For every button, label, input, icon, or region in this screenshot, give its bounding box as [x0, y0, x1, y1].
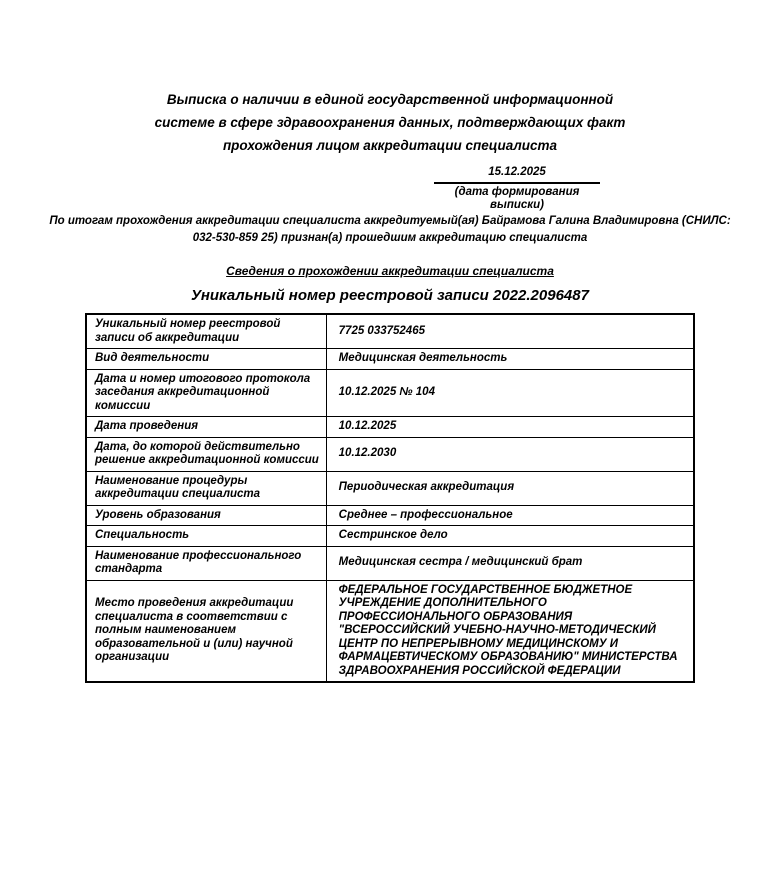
field-label: Дата и номер итогового протокола заседания аккредитационной комиссии — [86, 369, 326, 417]
extract-date: 15.12.2025 — [434, 166, 600, 184]
field-label: Дата, до которой действительно решение аккредитационной комиссии — [86, 437, 326, 471]
registry-number-heading: Уникальный номер реестровой записи 2022.2096487 — [191, 287, 589, 304]
row-accreditation-procedure — [86, 471, 694, 505]
field-value: 10.12.2030 — [326, 437, 694, 471]
extract-date-caption: (дата формирования выписки) — [454, 186, 580, 211]
row-accreditation-place — [86, 580, 694, 682]
row-professional-standard — [86, 546, 694, 580]
field-label: Место проведения аккредитации специалиста в соответствии с полным наименованием образовательной и (или) научной организации — [86, 580, 326, 682]
extract-date-block — [434, 166, 600, 212]
section-heading: Сведения о прохождении аккредитации специалиста — [226, 264, 554, 278]
row-exam-date — [86, 417, 694, 438]
field-label: Уникальный номер реестровой записи об аккредитации — [86, 314, 326, 349]
field-value: Среднее – профессиональное — [326, 505, 694, 526]
title-line-2: системе в сфере здравоохранения данных, подтверждающих факт — [154, 115, 626, 130]
title-line-1: Выписка о наличии в единой государственной информационной — [166, 92, 614, 107]
accreditation-info-table — [85, 313, 695, 683]
row-accreditation-registry-number — [86, 314, 694, 349]
field-label: Специальность — [86, 526, 326, 547]
title-line-3: прохождения лицом аккредитации специалиста — [222, 138, 558, 153]
field-value: Медицинская деятельность — [326, 349, 694, 370]
field-label: Вид деятельности — [86, 349, 326, 370]
field-value: 10.12.2025 № 104 — [326, 369, 694, 417]
intro-line-2: 032-530-859 25) признан(а) прошедшим аккредитацию специалиста — [192, 231, 588, 244]
field-value: Сестринское дело — [326, 526, 694, 547]
document-title — [75, 0, 705, 157]
field-value: Периодическая аккредитация — [326, 471, 694, 505]
row-specialty — [86, 526, 694, 547]
field-label: Дата проведения — [86, 417, 326, 438]
row-activity-type — [86, 349, 694, 370]
field-value: 10.12.2025 — [326, 417, 694, 438]
field-label: Уровень образования — [86, 505, 326, 526]
field-label: Наименование процедуры аккредитации специалиста — [86, 471, 326, 505]
field-value: Медицинская сестра / медицинский брат — [326, 546, 694, 580]
intro-paragraph — [48, 213, 732, 246]
field-value: 7725 033752465 — [326, 314, 694, 349]
field-value: ФЕДЕРАЛЬНОЕ ГОСУДАРСТВЕННОЕ БЮДЖЕТНОЕ УЧРЕЖДЕНИЕ ДОПОЛНИТЕЛЬНОГО ПРОФЕССИОНАЛЬНОГО ОБРАЗОВАНИЯ "ВСЕРОССИЙСКИЙ УЧЕБНО-НАУЧНО-МЕТОДИЧЕСКИЙ ЦЕНТР ПО НЕПРЕРЫВНОМУ МЕДИЦИНСКОМУ И ФАРМАЦЕВТИЧЕСКОМУ ОБРАЗОВАНИЮ" МИНИСТЕРСТВА ЗДРАВООХРАНЕНИЯ РОССИЙСКОЙ ФЕДЕРАЦИИ — [326, 580, 694, 682]
intro-line-1: По итогам прохождения аккредитации специалиста аккредитуемый(ая) Байрамова Галина Владимировна (СНИЛС: — [49, 215, 731, 227]
row-protocol-date-number — [86, 369, 694, 417]
row-education-level — [86, 505, 694, 526]
field-label: Наименование профессионального стандарта — [86, 546, 326, 580]
row-valid-until-date — [86, 437, 694, 471]
